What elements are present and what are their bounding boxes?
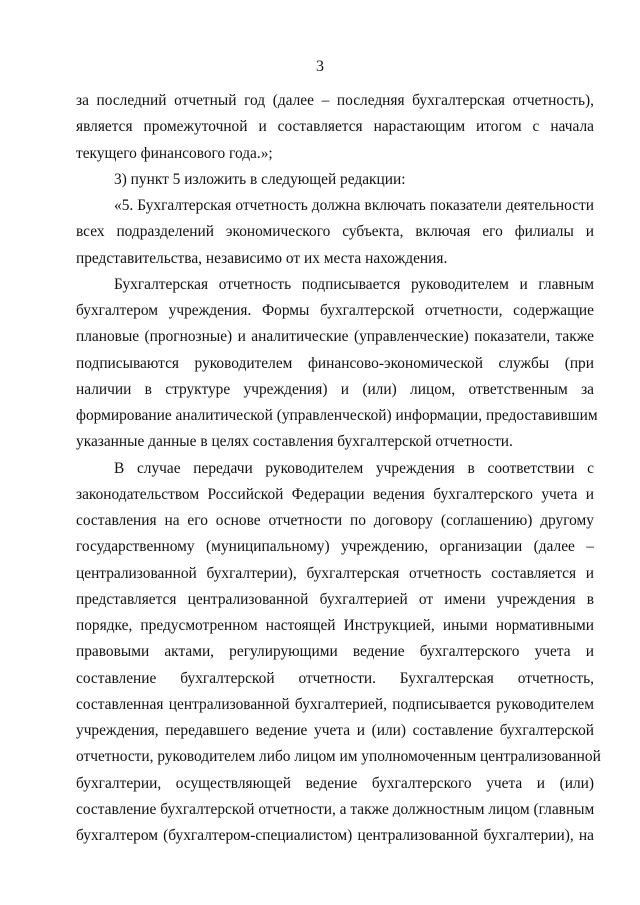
text-line: представительства, независимо от их места нахождения. (76, 249, 448, 267)
text-line: подписываются руководителем финансово-экономической службы (при (76, 354, 594, 372)
document-body (76, 88, 601, 849)
text-line: В случае передачи руководителем учреждения в соответствии с (114, 459, 594, 477)
paragraph (76, 167, 594, 193)
paragraph (76, 88, 594, 167)
text-line: отчетности, руководителем либо лицом им уполномоченным централизованной (76, 748, 601, 766)
text-line: учреждения, передавшего ведение учета и (или) составление бухгалтерской (76, 722, 594, 739)
paragraph (76, 193, 594, 272)
text-line: бухгалтером учреждения. Формы бухгалтерской отчетности, содержащие (76, 302, 594, 319)
text-line: текущего финансового года.»; (76, 144, 273, 162)
text-line: правовыми актами, регулирующими ведение бухгалтерского учета и (76, 643, 594, 661)
paragraph (76, 272, 598, 456)
text-line: «5. Бухгалтерская отчетность должна включать показатели деятельности (114, 197, 594, 214)
text-line: законодательством Российской Федерации ведения бухгалтерского учета и (76, 485, 594, 503)
text-line: за последний отчетный год (далее – последняя бухгалтерская отчетность), (76, 92, 594, 109)
text-line: составления на его основе отчетности по договору (соглашению) другому (76, 512, 594, 529)
text-line: 3) пункт 5 изложить в следующей редакции: (114, 170, 406, 188)
text-line: является промежуточной и составляется нарастающим итогом с начала (76, 118, 594, 136)
text-line: составление бухгалтерской отчетности. Бухгалтерская отчетность, (76, 669, 594, 687)
text-line: бухгалтерии, осуществляющей ведение бухгалтерского учета и (или) (76, 774, 594, 792)
text-line: плановые (прогнозные) и аналитические (управленческие) показатели, также (76, 328, 594, 346)
text-line: наличии в структуре учреждения) и (или) лицом, ответственным за (76, 380, 594, 398)
text-line: представляется централизованной бухгалтерией от имени учреждения в (76, 590, 594, 608)
page-number: 3 (316, 58, 324, 75)
text-line: порядке, предусмотренном настоящей Инструкцией, иными нормативными (76, 617, 594, 634)
text-line: всех подразделений экономического субъекта, включая его филиалы и (76, 223, 594, 241)
text-line: составленная централизованной бухгалтерией, подписывается руководителем (76, 695, 594, 713)
text-line: Бухгалтерская отчетность подписывается руководителем и главным (114, 275, 594, 293)
text-line: формирование аналитической (управленческой) информации, предоставившим (76, 407, 598, 424)
paragraph (76, 456, 601, 850)
text-line: указанные данные в целях составления бухгалтерской отчетности. (76, 433, 513, 451)
text-line: государственному (муниципальному) учреждению, организации (далее – (76, 538, 594, 556)
text-line: централизованной бухгалтерии), бухгалтерская отчетность составляется и (76, 564, 594, 582)
text-line: бухгалтером (бухгалтером-специалистом) централизованной бухгалтерии), на (76, 827, 594, 844)
text-line: составление бухгалтерской отчетности, а также должностным лицом (главным (76, 800, 595, 818)
